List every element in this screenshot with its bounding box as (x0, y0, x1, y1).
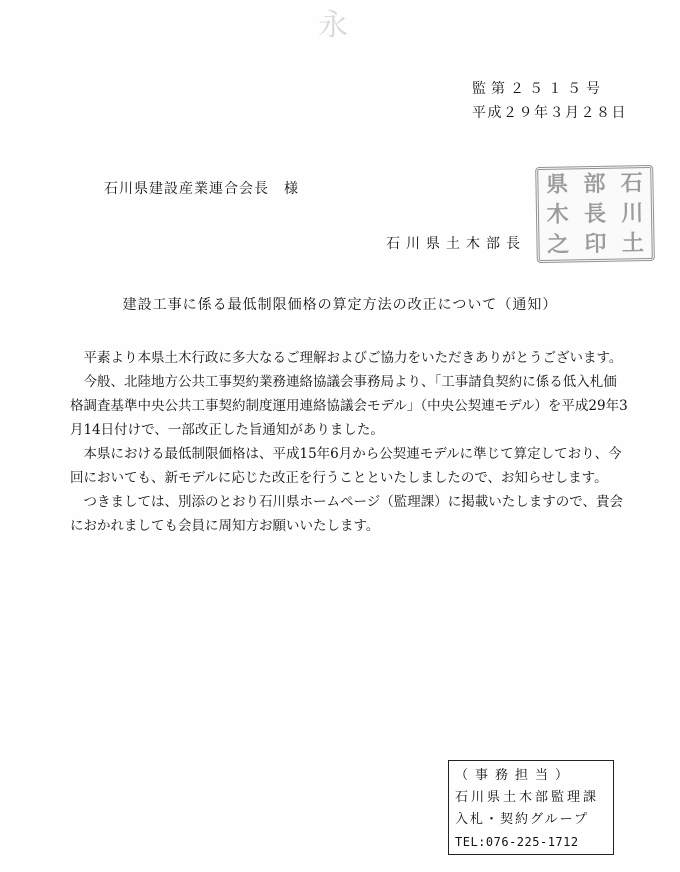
seal-char: 之 (546, 231, 570, 258)
seal-char: 川 (621, 200, 644, 227)
contact-department: 石川県土木部監理課 (455, 790, 600, 805)
seal-char: 長 (583, 200, 607, 228)
paragraph-text: 平素より本県土木行政に多大なるご理解およびご協力をいただきありがとうございます。 (83, 350, 623, 366)
seal-char: 印 (584, 230, 607, 258)
body-paragraph (70, 442, 630, 490)
recipient: 石川県建設産業連合会長 様 (104, 181, 299, 197)
contact-box (448, 760, 614, 855)
body-paragraph (70, 346, 630, 370)
body-paragraph (70, 490, 630, 538)
official-seal-icon (535, 165, 655, 263)
document-title: 建設工事に係る最低制限価格の算定方法の改正について（通知） (122, 297, 558, 313)
sender: 石川県土木部長 (386, 236, 526, 252)
document-number: 監第２５１５号 (472, 81, 605, 97)
document-body (70, 346, 630, 538)
contact-group: 入札・契約グループ (455, 812, 589, 827)
seal-char: 木 (546, 201, 569, 228)
paragraph-text: 本県における最低制限価格は、平成15年6月から公契連モデルに準じて算定しており、今回においても、新モデルに応じた改正を行うことといたしましたので、お知らせします。 (70, 446, 622, 486)
paragraph-text: つきましては、別添のとおり石川県ホームページ（監理課）に掲載いたしますので、貴会におかれましても会員に周知方お願いいたします。 (70, 494, 623, 534)
paragraph-text: 今般、北陸地方公共工事契約業務連絡協議会事務局より、「工事請負契約に係る低入札価格調査基準中央公共工事契約制度運用連絡協議会モデル」（中央公契連モデル）を平成29年3月14日付けで、一部改正した旨通知がありました。 (70, 374, 628, 438)
seal-char: 土 (621, 230, 645, 257)
seal-char: 部 (583, 170, 606, 198)
document-date: 平成２９年３月２８日 (472, 105, 627, 121)
body-paragraph (70, 370, 630, 442)
faint-received-mark: 永 (318, 8, 350, 43)
seal-char: 石 (620, 170, 644, 197)
contact-heading: （事務担当） (455, 768, 576, 783)
seal-char: 県 (545, 171, 569, 198)
contact-telephone: TEL:076-225-1712 (455, 835, 579, 849)
